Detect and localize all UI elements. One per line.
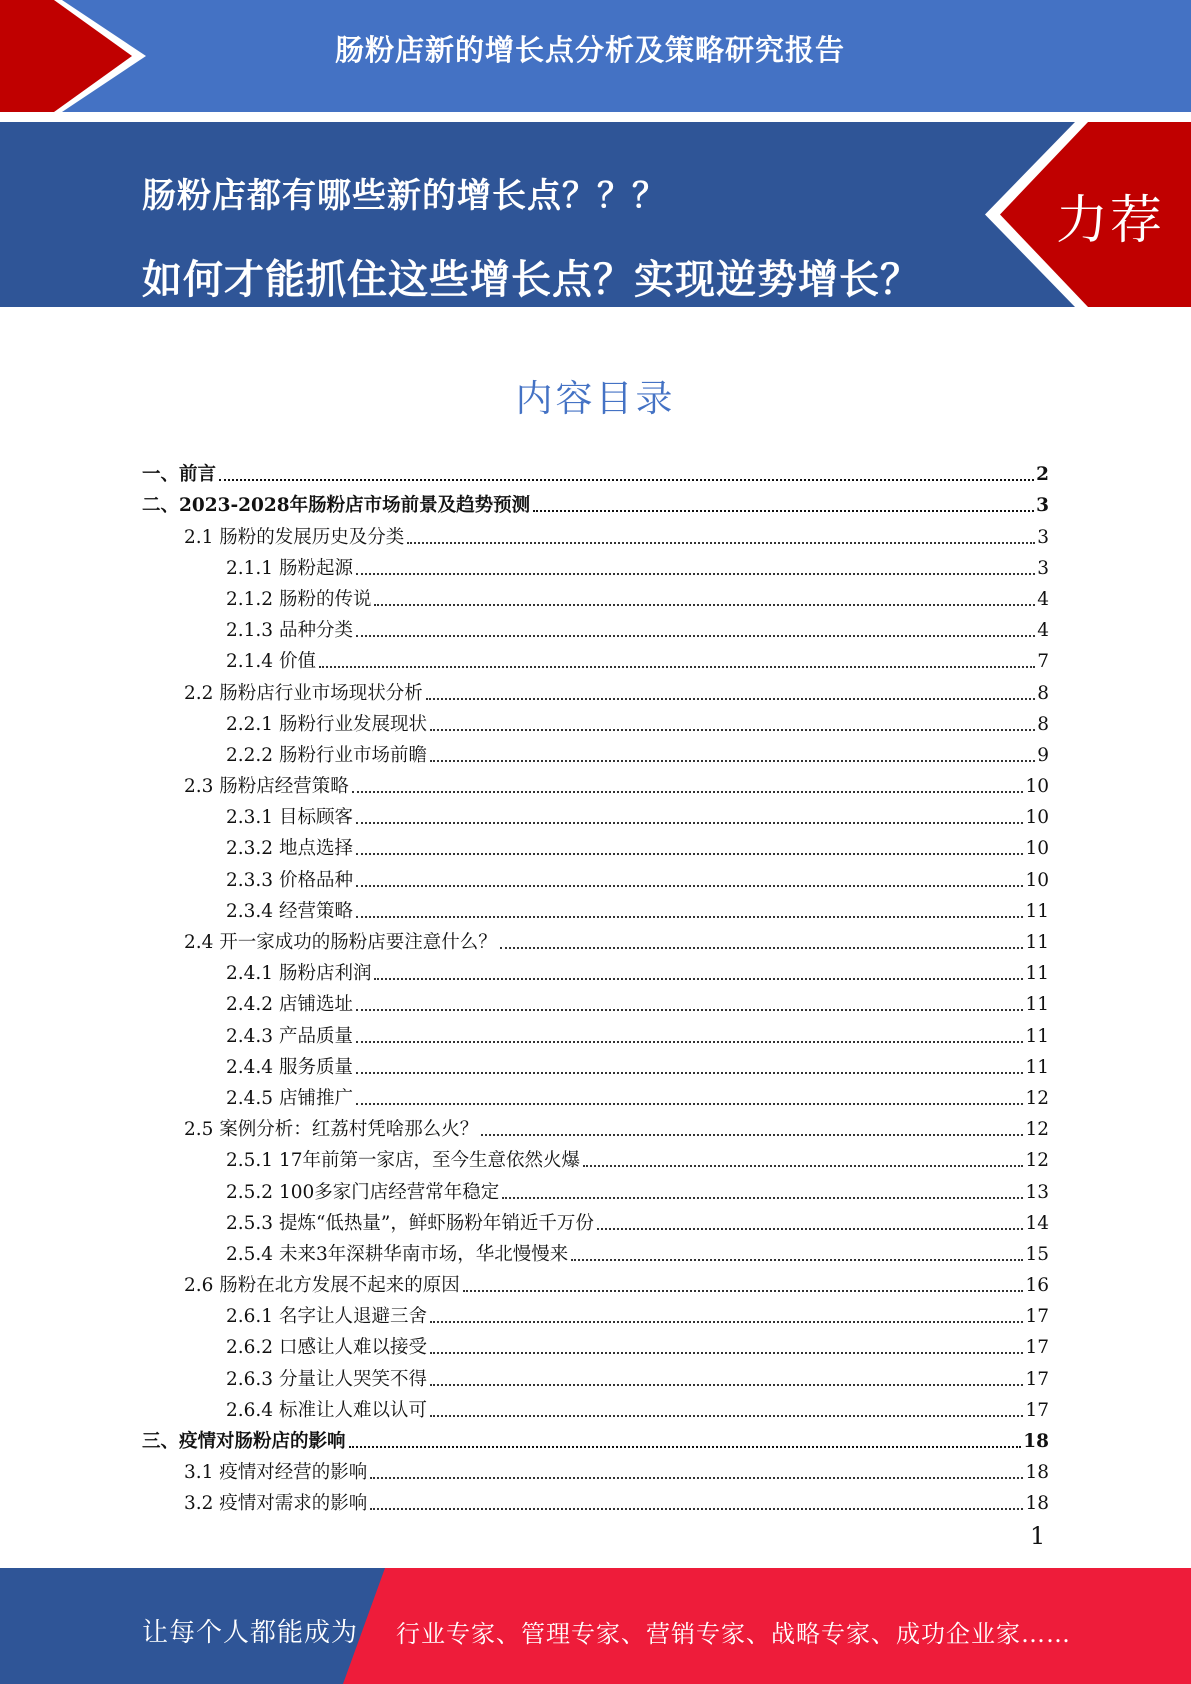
toc-entry-page: 14 xyxy=(1025,1212,1049,1234)
toc-entry[interactable] xyxy=(142,1296,1049,1327)
toc-entry-page: 18 xyxy=(1025,1493,1049,1515)
toc-entry-label: 3.1 疫情对经营的影响 xyxy=(184,1462,368,1484)
toc-entry-label: 2.3 肠粉店经营策略 xyxy=(184,776,349,798)
toc-dot-leader xyxy=(583,1165,1023,1167)
toc-entry-page: 17 xyxy=(1025,1337,1049,1359)
toc-dot-leader xyxy=(426,698,1035,700)
toc-dot-leader xyxy=(502,1197,1023,1199)
toc-dot-leader xyxy=(430,729,1035,731)
toc-dot-leader xyxy=(356,1009,1024,1011)
toc-entry-label: 2.2 肠粉店行业市场现状分析 xyxy=(184,682,423,704)
toc-entry-label: 2.6.3 分量让人哭笑不得 xyxy=(226,1368,427,1390)
toc-dot-leader xyxy=(356,822,1024,824)
toc-entry-label: 2.3.4 经营策略 xyxy=(226,900,353,922)
toc-dot-leader xyxy=(430,1321,1023,1323)
header-arrow-icon xyxy=(0,0,160,112)
toc-dot-leader xyxy=(356,885,1024,887)
toc-entry[interactable] xyxy=(142,1047,1049,1078)
toc-title: 内容目录 xyxy=(515,377,676,420)
toc-entry[interactable] xyxy=(142,1265,1049,1296)
toc-entry-page: 10 xyxy=(1025,869,1049,891)
toc-entry-label: 2.5.1 17年前第一家店，至今生意依然火爆 xyxy=(226,1150,580,1172)
toc-entry[interactable] xyxy=(142,1171,1049,1202)
report-title: 肠粉店新的增长点分析及策略研究报告 xyxy=(335,33,846,67)
toc-dot-leader xyxy=(356,1103,1024,1105)
toc-dot-leader xyxy=(500,947,1024,949)
toc-entry-label: 2.6.1 名字让人退避三舍 xyxy=(226,1306,427,1328)
toc-dot-leader xyxy=(597,1228,1024,1230)
toc-dot-leader xyxy=(370,1508,1023,1510)
toc-entry-page: 4 xyxy=(1037,620,1049,642)
toc-entry[interactable] xyxy=(142,766,1049,797)
toc-entry-label: 2.3.2 地点选择 xyxy=(226,838,353,860)
hero-question-2: 如何才能抓住这些增长点？实现逆势增长？ xyxy=(142,257,921,303)
toc-entry-label: 2.6 肠粉在北方发展不起来的原因 xyxy=(184,1275,460,1297)
toc-entry[interactable] xyxy=(142,735,1049,766)
toc-entry[interactable] xyxy=(142,610,1049,641)
toc-dot-leader xyxy=(356,853,1024,855)
toc-entry[interactable] xyxy=(142,641,1049,672)
toc-entry-label: 三、疫情对肠粉店的影响 xyxy=(142,1431,346,1452)
table-of-contents xyxy=(142,454,1049,1514)
toc-entry-label: 2.5.3 提炼“低热量”，鲜虾肠粉年销近千万份 xyxy=(226,1212,594,1234)
toc-dot-leader xyxy=(407,542,1035,544)
toc-entry-label: 2.3.3 价格品种 xyxy=(226,869,353,891)
toc-entry[interactable] xyxy=(142,1078,1049,1109)
toc-entry-label: 2.3.1 目标顾客 xyxy=(226,807,353,829)
toc-entry-page: 11 xyxy=(1025,1056,1049,1078)
toc-entry-label: 2.1.3 品种分类 xyxy=(226,620,353,642)
toc-entry[interactable] xyxy=(142,922,1049,953)
toc-entry[interactable] xyxy=(142,859,1049,890)
footer-expert-list: 行业专家、管理专家、营销专家、战略专家、成功企业家…… xyxy=(396,1620,1071,1648)
toc-entry-label: 2.4.1 肠粉店利润 xyxy=(226,963,372,985)
toc-entry[interactable] xyxy=(142,1203,1049,1234)
toc-entry[interactable] xyxy=(142,953,1049,984)
toc-entry-label: 2.1 肠粉的发展历史及分类 xyxy=(184,526,405,548)
toc-entry-label: 一、前言 xyxy=(142,464,217,486)
toc-entry[interactable] xyxy=(142,797,1049,828)
toc-entry[interactable] xyxy=(142,1452,1049,1483)
toc-entry-label: 2.4.2 店铺选址 xyxy=(226,994,353,1016)
page-number: 1 xyxy=(1030,1522,1046,1550)
toc-dot-leader xyxy=(481,1134,1023,1136)
toc-entry[interactable] xyxy=(142,1109,1049,1140)
toc-entry[interactable] xyxy=(142,1140,1049,1171)
toc-dot-leader xyxy=(430,1352,1023,1354)
toc-dot-leader xyxy=(374,978,1023,980)
toc-dot-leader xyxy=(533,510,1034,512)
toc-entry[interactable] xyxy=(142,891,1049,922)
toc-entry[interactable] xyxy=(142,579,1049,610)
toc-entry-page: 11 xyxy=(1025,932,1049,953)
toc-entry-page: 12 xyxy=(1025,1119,1049,1141)
toc-dot-leader xyxy=(219,479,1034,481)
toc-entry-page: 9 xyxy=(1037,744,1049,766)
toc-entry-label: 2.5 案例分析：红荔村凭啥那么火？ xyxy=(184,1119,479,1141)
toc-dot-leader xyxy=(571,1259,1023,1261)
toc-dot-leader xyxy=(356,1041,1024,1043)
toc-entry[interactable] xyxy=(142,984,1049,1015)
toc-dot-leader xyxy=(370,1477,1023,1479)
toc-entry-page: 10 xyxy=(1025,807,1049,829)
toc-entry[interactable] xyxy=(142,485,1049,516)
toc-entry-page: 17 xyxy=(1025,1306,1049,1328)
toc-entry-page: 11 xyxy=(1025,900,1049,922)
toc-entry-page: 18 xyxy=(1025,1462,1049,1484)
toc-entry-label: 3.2 疫情对需求的影响 xyxy=(184,1493,368,1515)
toc-entry-label: 2.6.2 口感让人难以接受 xyxy=(226,1337,427,1359)
toc-entry-page: 3 xyxy=(1037,526,1049,548)
toc-entry[interactable] xyxy=(142,1327,1049,1358)
toc-dot-leader xyxy=(356,1072,1024,1074)
toc-entry-label: 2.4.5 店铺推广 xyxy=(226,1087,353,1109)
toc-entry-page: 18 xyxy=(1023,1431,1049,1452)
toc-entry-page: 10 xyxy=(1025,776,1049,798)
toc-dot-leader xyxy=(356,635,1035,637)
toc-entry-page: 8 xyxy=(1037,682,1049,704)
toc-entry[interactable] xyxy=(142,1390,1049,1421)
toc-entry-label: 2.5.2 100多家门店经营常年稳定 xyxy=(226,1181,500,1203)
toc-entry[interactable] xyxy=(142,516,1049,547)
toc-entry-page: 17 xyxy=(1025,1399,1049,1421)
hero-question-1: 肠粉店都有哪些新的增长点？？？ xyxy=(142,176,667,216)
toc-entry[interactable] xyxy=(142,548,1049,579)
toc-entry-page: 13 xyxy=(1025,1181,1049,1203)
toc-entry-label: 2.2.1 肠粉行业发展现状 xyxy=(226,713,427,735)
toc-entry-label: 2.4 开一家成功的肠粉店要注意什么？ xyxy=(184,932,497,953)
toc-entry[interactable] xyxy=(142,704,1049,735)
toc-dot-leader xyxy=(319,666,1035,668)
toc-entry-page: 4 xyxy=(1037,588,1049,610)
toc-dot-leader xyxy=(463,1290,1024,1292)
toc-entry-label: 2.4.3 产品质量 xyxy=(226,1025,353,1047)
toc-dot-leader xyxy=(356,573,1035,575)
toc-dot-leader xyxy=(430,760,1035,762)
toc-entry-page: 11 xyxy=(1025,1025,1049,1047)
toc-entry-page: 11 xyxy=(1025,994,1049,1016)
toc-entry-page: 10 xyxy=(1025,838,1049,860)
toc-entry[interactable] xyxy=(142,1483,1049,1514)
toc-entry-page: 16 xyxy=(1025,1275,1049,1297)
toc-dot-leader xyxy=(356,916,1024,918)
recommend-badge: 力荐 xyxy=(1056,191,1165,251)
toc-entry-page: 3 xyxy=(1036,495,1049,517)
toc-dot-leader xyxy=(374,604,1035,606)
toc-entry-page: 7 xyxy=(1037,651,1049,673)
toc-entry-page: 17 xyxy=(1025,1368,1049,1390)
toc-dot-leader xyxy=(349,1446,1022,1448)
toc-entry-page: 11 xyxy=(1025,963,1049,985)
toc-entry-label: 2.1.4 价值 xyxy=(226,651,316,673)
toc-entry[interactable] xyxy=(142,1234,1049,1265)
toc-dot-leader xyxy=(430,1415,1023,1417)
toc-entry-label: 2.6.4 标准让人难以认可 xyxy=(226,1399,427,1421)
toc-entry-page: 8 xyxy=(1037,713,1049,735)
toc-entry-page: 15 xyxy=(1025,1243,1049,1265)
toc-entry-label: 2.1.1 肠粉起源 xyxy=(226,557,353,579)
toc-entry[interactable] xyxy=(142,1421,1049,1452)
toc-entry-page: 12 xyxy=(1025,1087,1049,1109)
toc-entry-page: 3 xyxy=(1037,557,1049,579)
toc-entry-label: 二、2023-2028年肠粉店市场前景及趋势预测 xyxy=(142,495,531,517)
toc-entry[interactable] xyxy=(142,454,1049,485)
toc-entry-page: 12 xyxy=(1025,1150,1049,1172)
toc-dot-leader xyxy=(352,791,1024,793)
toc-entry[interactable] xyxy=(142,828,1049,859)
toc-entry-label: 2.2.2 肠粉行业市场前瞻 xyxy=(226,744,427,766)
toc-entry[interactable] xyxy=(142,672,1049,703)
footer-slogan: 让每个人都能成为 xyxy=(142,1618,359,1648)
toc-entry-label: 2.1.2 肠粉的传说 xyxy=(226,588,372,610)
toc-entry-label: 2.4.4 服务质量 xyxy=(226,1056,353,1078)
toc-dot-leader xyxy=(430,1384,1023,1386)
toc-entry[interactable] xyxy=(142,1358,1049,1389)
toc-entry-label: 2.5.4 未来3年深耕华南市场，华北慢慢来 xyxy=(226,1243,569,1265)
toc-entry[interactable] xyxy=(142,1015,1049,1046)
toc-entry-page: 2 xyxy=(1036,464,1049,486)
